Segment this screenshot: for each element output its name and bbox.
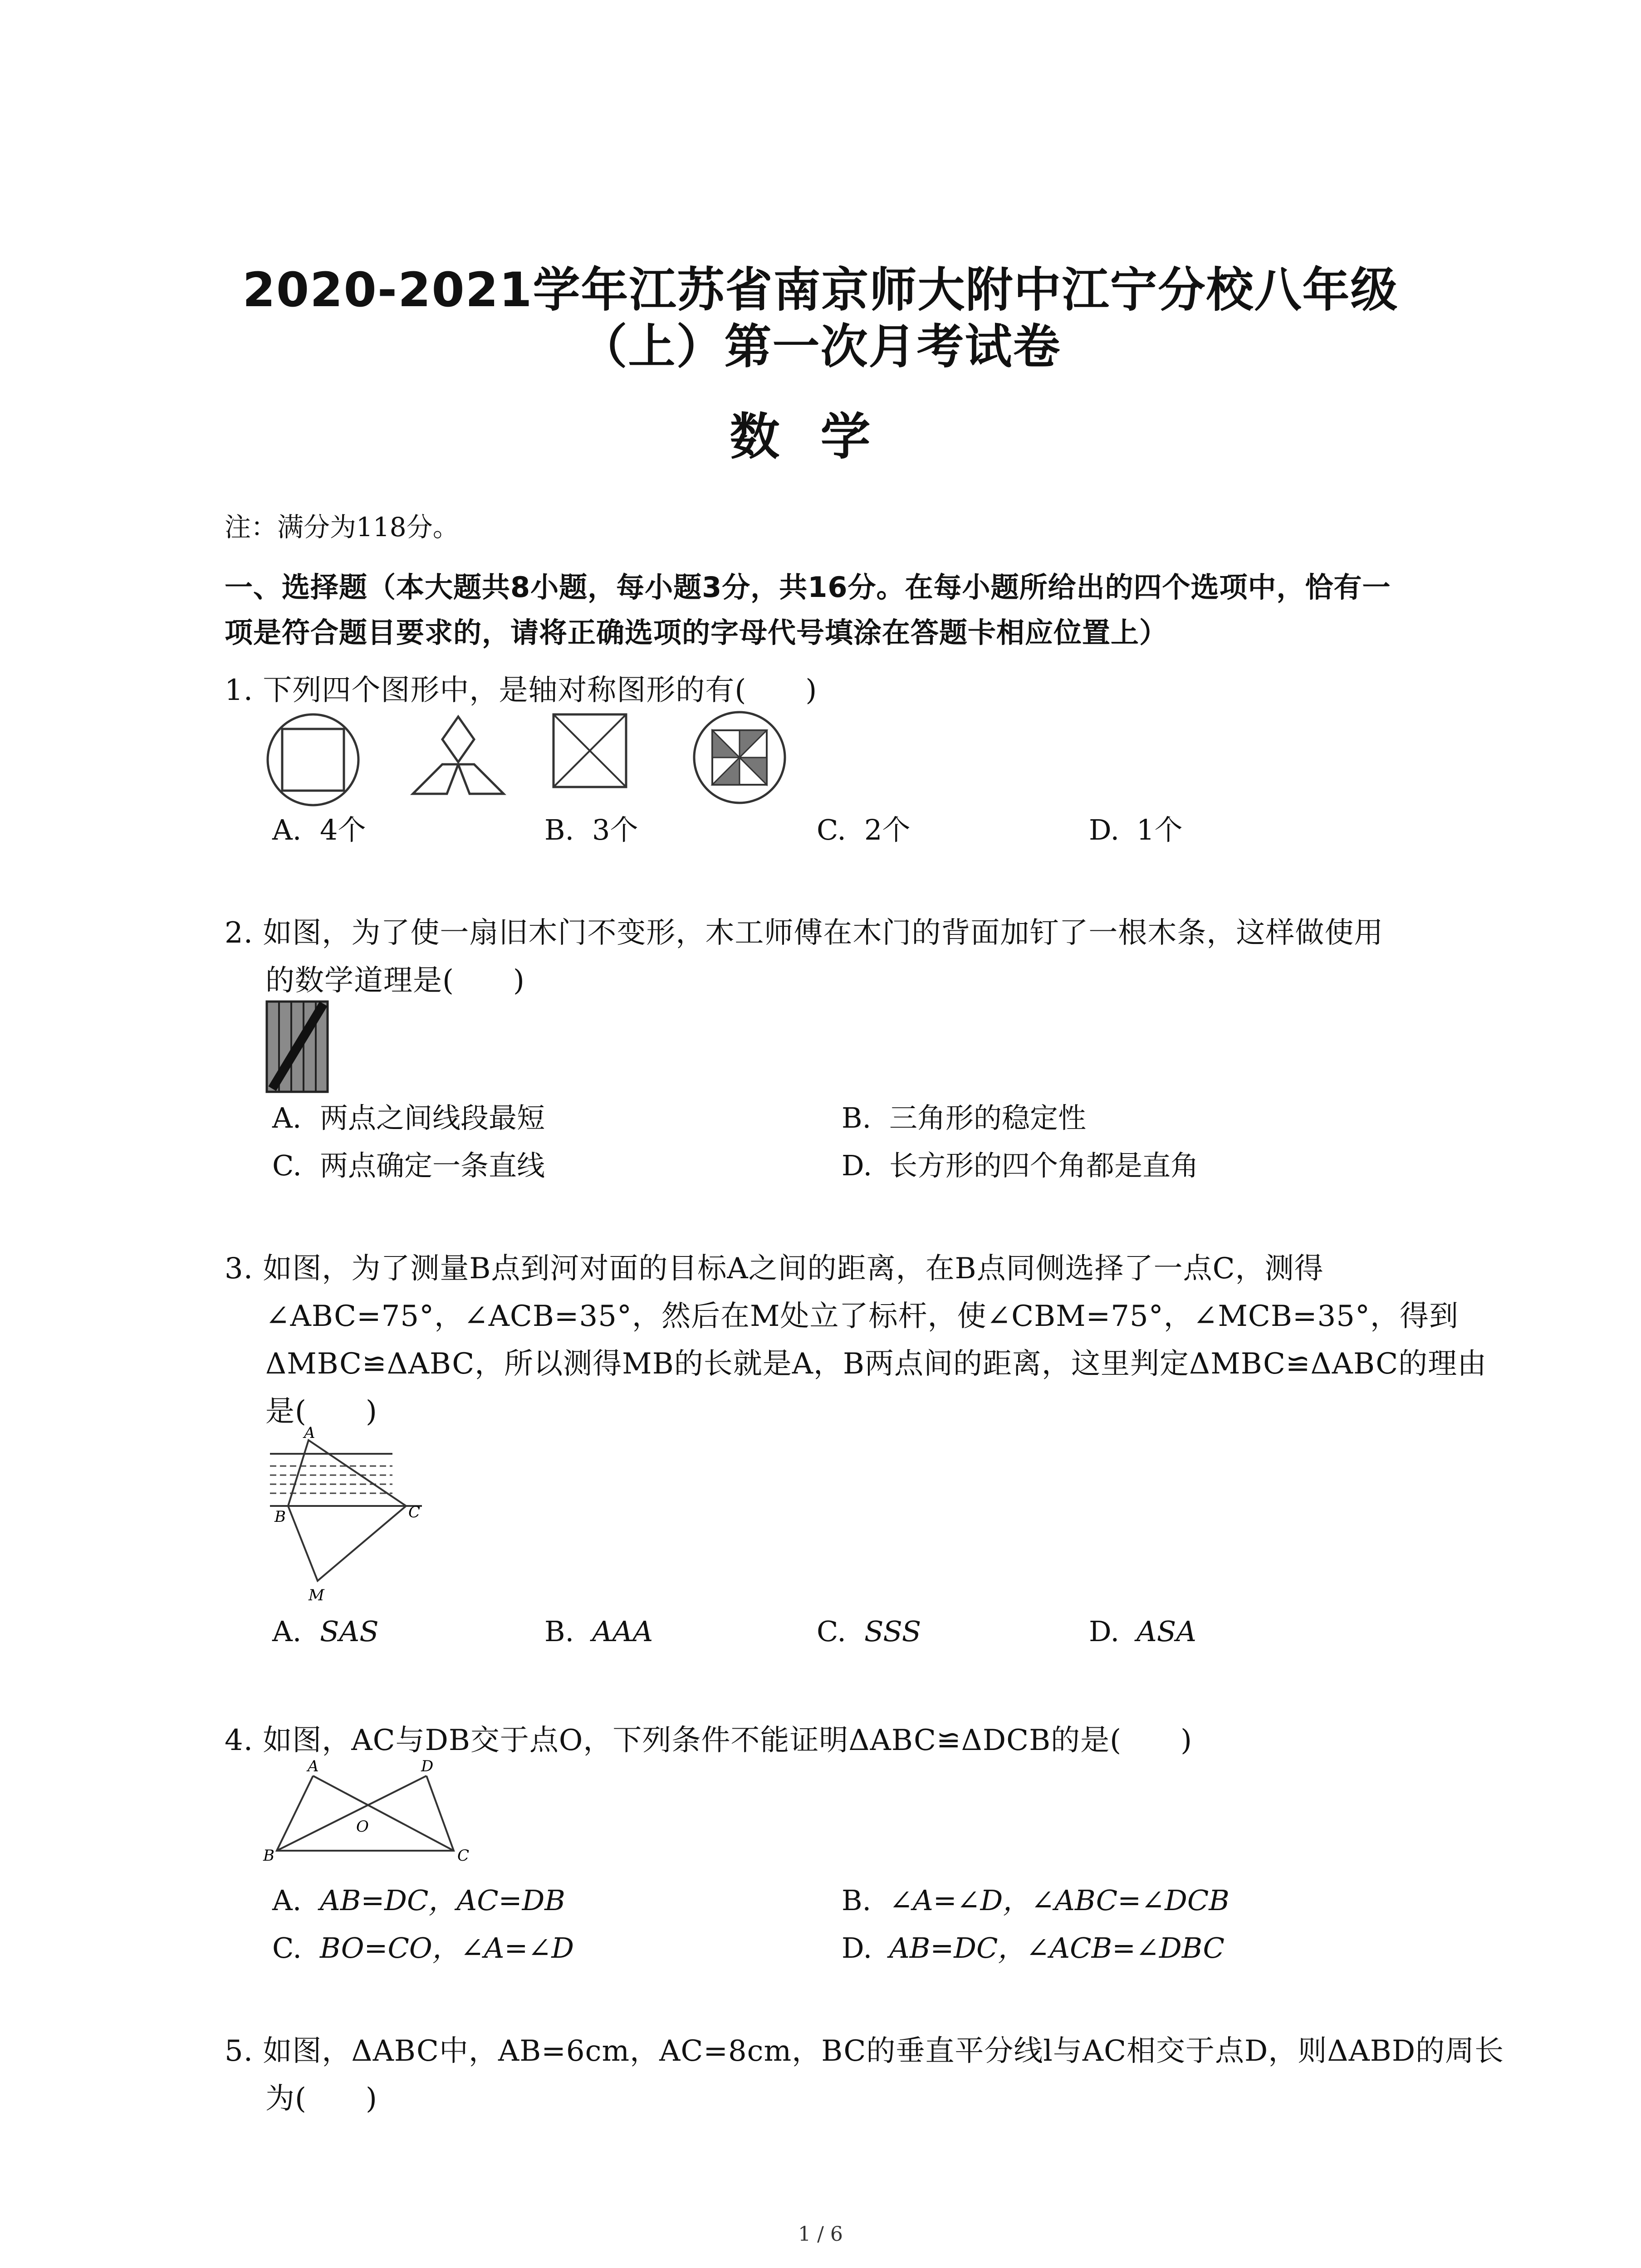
question-3-line4: 是( ): [265, 1395, 377, 1428]
question-text: 如图，为了测量B点到河对面的目标A之间的距离，在B点同侧选择了一点C，测得: [263, 1252, 1324, 1286]
point-a-label: A: [304, 1424, 315, 1442]
question-2-line2: 的数学道理是( ): [265, 964, 525, 997]
pinwheel-icon: [690, 708, 789, 807]
point-c-label: C: [457, 1847, 470, 1865]
option-text: SAS: [320, 1615, 379, 1648]
question-4: [225, 1717, 1192, 1759]
option-a: [272, 807, 366, 848]
option-text: 长方形的四个角都是直角: [889, 1149, 1199, 1182]
option-letter: C.: [817, 813, 846, 846]
subject-heading: 数学: [730, 408, 911, 466]
option-b: [842, 1095, 1086, 1136]
option-letter: B.: [842, 1101, 872, 1134]
wooden-door-icon: [265, 1000, 329, 1093]
question-text: 下列四个图形中，是轴对称图形的有( ): [263, 674, 818, 707]
point-b-label: B: [274, 1508, 286, 1526]
option-letter: B.: [842, 1884, 872, 1917]
option-letter: D.: [1089, 1615, 1120, 1648]
option-d: [1089, 807, 1182, 848]
question-number: 4.: [225, 1724, 254, 1757]
question-2: [225, 909, 1383, 951]
option-a: [272, 1615, 379, 1648]
option-c: [272, 1926, 574, 1966]
option-letter: D.: [842, 1931, 872, 1965]
question-number: 2.: [225, 916, 254, 950]
option-b: [544, 807, 638, 848]
option-letter: A.: [272, 1101, 302, 1134]
three-rhombus-icon: [408, 714, 508, 805]
question-3-line2: ∠ABC=75°，∠ACB=35°，然后在M处立了标杆，使∠CBM=75°，∠MCB=35°，得到: [265, 1300, 1459, 1333]
option-text: 4个: [320, 813, 366, 846]
question-5: [225, 2028, 1504, 2069]
exam-title-line2: （上）第一次月考试卷: [580, 319, 1061, 374]
option-text: AB=DC，AC=DB: [320, 1884, 565, 1917]
option-text: SSS: [864, 1615, 921, 1648]
option-c: [817, 1615, 921, 1648]
option-text: AAA: [592, 1615, 653, 1648]
point-d-label: D: [421, 1757, 434, 1775]
option-letter: B.: [544, 813, 574, 846]
option-d: [1089, 1615, 1196, 1648]
point-m-label: M: [309, 1586, 324, 1604]
score-note: 注：满分为118分。: [225, 512, 459, 543]
option-text: 1个: [1136, 813, 1183, 846]
exam-title-line1: 2020-2021学年江苏省南京师大附中江宁分校八年级: [242, 262, 1399, 318]
crossed-square-icon: [551, 712, 628, 789]
option-text: 2个: [864, 813, 911, 846]
question-number: 5.: [225, 2034, 254, 2068]
river-triangle-diagram: [261, 1424, 433, 1606]
point-c-label: C: [408, 1503, 421, 1521]
option-text: ∠A=∠D，∠ABC=∠DCB: [889, 1884, 1230, 1917]
option-text: 三角形的稳定性: [889, 1101, 1087, 1134]
question-3: [225, 1245, 1324, 1287]
page-number: 1 / 6: [798, 2223, 843, 2246]
question-1: [225, 667, 817, 709]
option-text: 两点之间线段最短: [320, 1101, 545, 1134]
option-letter: C.: [817, 1615, 846, 1648]
point-o-label: O: [356, 1818, 369, 1836]
option-d: [842, 1143, 1199, 1183]
question-3-line3: ΔMBC≌ΔABC，所以测得MB的长就是A，B两点间的距离，这里判定ΔMBC≌ΔABC的理由: [265, 1347, 1487, 1381]
option-d: [842, 1926, 1225, 1966]
question-number: 3.: [225, 1252, 254, 1286]
question-number: 1.: [225, 674, 254, 707]
option-letter: A.: [272, 1615, 302, 1648]
option-text: BO=CO，∠A=∠D: [320, 1931, 574, 1965]
option-a: [272, 1878, 565, 1918]
question-text: 如图，AC与DB交于点O，下列条件不能证明ΔABC≌ΔDCB的是( ): [263, 1724, 1193, 1757]
option-c: [817, 807, 910, 848]
question-text: 如图，ΔABC中，AB=6cm，AC=8cm，BC的垂直平分线l与AC相交于点D，则ΔABD的周长: [263, 2034, 1504, 2068]
option-letter: C.: [272, 1931, 302, 1965]
question-5-line2: 为( ): [265, 2082, 377, 2116]
option-letter: B.: [544, 1615, 574, 1648]
option-text: AB=DC，∠ACB=∠DBC: [889, 1931, 1225, 1965]
question-text: 如图，为了使一扇旧木门不变形，木工师傅在木门的背面加钉了一根木条，这样做使用: [263, 916, 1384, 950]
section-heading-line1: 一、选择题（本大题共8小题，每小题3分，共16分。在每小题所给出的四个选项中，恰有一: [225, 571, 1391, 604]
option-a: [272, 1095, 545, 1136]
option-b: [842, 1878, 1230, 1918]
option-letter: D.: [842, 1149, 872, 1182]
point-a-label: A: [308, 1757, 319, 1775]
option-b: [544, 1615, 653, 1648]
option-c: [272, 1143, 545, 1183]
option-letter: A.: [272, 813, 302, 846]
option-letter: A.: [272, 1884, 302, 1917]
option-text: ASA: [1136, 1615, 1197, 1648]
option-text: 两点确定一条直线: [320, 1149, 545, 1182]
circle-square-icon: [263, 710, 363, 810]
point-b-label: B: [263, 1847, 274, 1865]
option-letter: C.: [272, 1149, 302, 1182]
section-heading-line2: 项是符合题目要求的，请将正确选项的字母代号填涂在答题卡相应位置上）: [225, 616, 1168, 649]
option-letter: D.: [1089, 813, 1120, 846]
crossed-trapezoid-diagram: [259, 1755, 485, 1869]
option-text: 3个: [592, 813, 638, 846]
